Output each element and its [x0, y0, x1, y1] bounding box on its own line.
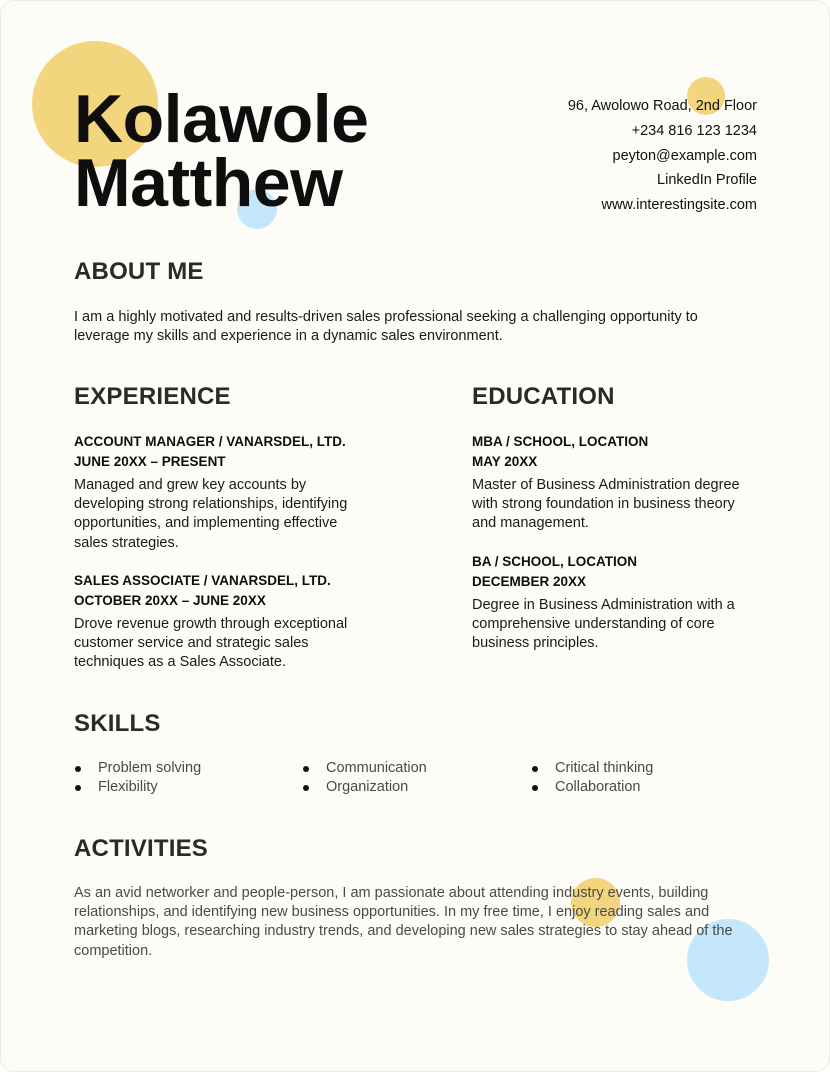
- skill-item: Flexibility: [74, 778, 201, 797]
- job-dates: JUNE 20XX – PRESENT: [74, 453, 226, 469]
- skills-column: [302, 759, 427, 797]
- experience-entry: [74, 432, 374, 553]
- education-entry: [472, 432, 762, 534]
- degree-dates: DECEMBER 20XX: [472, 573, 587, 589]
- about-text: I am a highly motivated and results-driven sales professional seeking a challenging opportunity to leverage my skills and experience in a dynamic sales environment.: [74, 309, 698, 345]
- degree-title: BA / SCHOOL, LOCATION: [472, 554, 637, 569]
- skill-item: Organization: [302, 778, 427, 797]
- skills-column: [531, 759, 653, 797]
- skill-item: Communication: [302, 759, 427, 778]
- contact-linkedin[interactable]: LinkedIn Profile: [657, 172, 757, 189]
- degree-dates: MAY 20XX: [472, 453, 538, 469]
- last-name: Matthew: [74, 145, 343, 221]
- about-heading: ABOUT ME: [74, 258, 204, 285]
- job-dates: OCTOBER 20XX – JUNE 20XX: [74, 592, 266, 608]
- job-title: ACCOUNT MANAGER / VANARSDEL, LTD.: [74, 434, 346, 449]
- education-entry: [472, 552, 762, 654]
- skills-column: [74, 759, 201, 797]
- experience-entry: [74, 571, 374, 673]
- contact-email[interactable]: peyton@example.com: [612, 147, 757, 164]
- skill-item: Problem solving: [74, 759, 201, 778]
- activities-heading: ACTIVITIES: [74, 835, 209, 862]
- candidate-name: [74, 81, 369, 221]
- contact-address: 96, Awolowo Road, 2nd Floor: [567, 98, 757, 114]
- contact-block: [568, 94, 757, 218]
- education-heading: EDUCATION: [472, 383, 615, 410]
- job-description: Managed and grew key accounts by developing strong relationships, identifying opportunities, and implementing effective sales strategies.: [74, 477, 348, 551]
- first-name: Kolawole: [74, 81, 369, 157]
- job-description: Drove revenue growth through exceptional customer service and strategic sales techniques as a Sales Associate.: [74, 616, 348, 671]
- degree-description: Degree in Business Administration with a comprehensive understanding of core business principles.: [472, 597, 735, 652]
- contact-website[interactable]: www.interestingsite.com: [601, 197, 757, 214]
- degree-title: MBA / SCHOOL, LOCATION: [472, 434, 649, 449]
- experience-heading: EXPERIENCE: [74, 383, 231, 410]
- job-title: SALES ASSOCIATE / VANARSDEL, LTD.: [74, 573, 331, 588]
- degree-description: Master of Business Administration degree with strong foundation in business theory and management.: [472, 477, 740, 532]
- skill-item: Critical thinking: [531, 759, 653, 778]
- skills-heading: SKILLS: [74, 710, 161, 737]
- activities-text: As an avid networker and people-person, I am passionate about attending industry events, building relationships, and identifying new business opportunities. In my free time, I enjoy reading sales and marketing blogs, researching industry trends, and developing new sales strategies to stay ahead of the competition.: [74, 885, 733, 959]
- contact-phone: +234 816 123 1234: [631, 122, 757, 139]
- skill-item: Collaboration: [531, 778, 653, 797]
